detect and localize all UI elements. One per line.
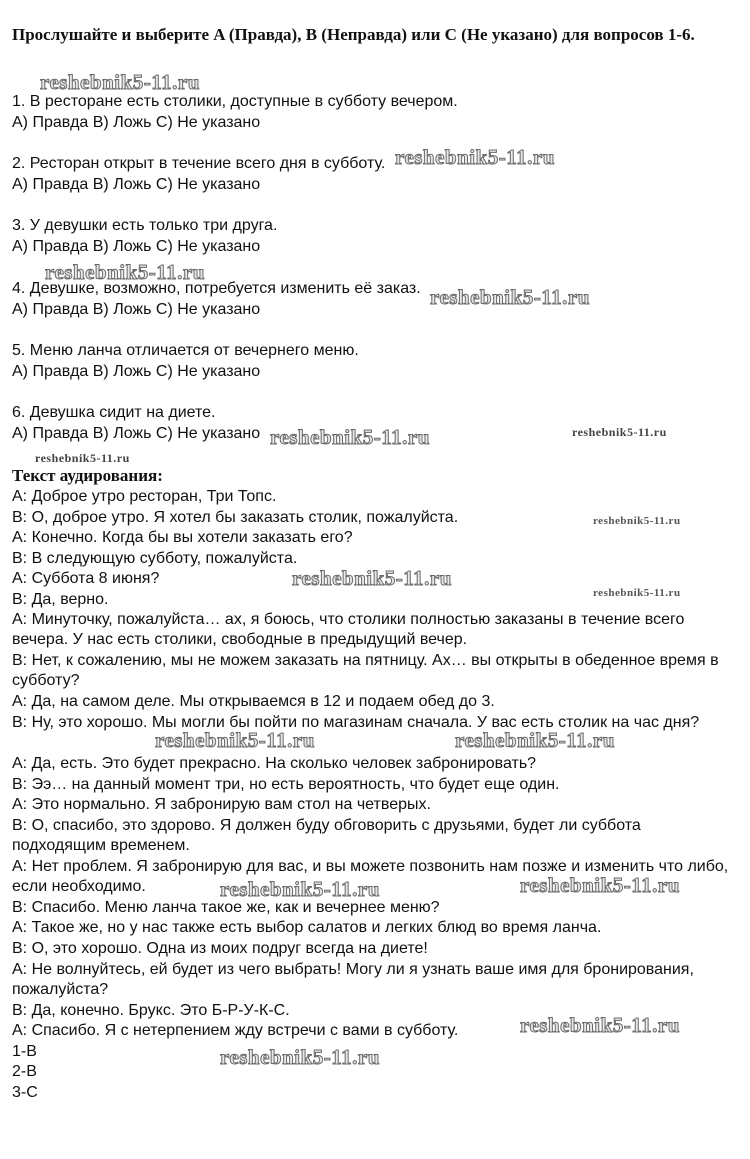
question-1: 1. В ресторане есть столики, доступные в субботу вечером. (12, 93, 458, 110)
transcript-line: A: Нет проблем. Я забронирую для вас, и вы можете позвонить нам позже и изменить что либо, если необходимо. (12, 858, 729, 895)
transcript-line: A: Такое же, но у нас также есть выбор салатов и легких блюд во время ланча. (12, 919, 602, 936)
question-3-options: А) Правда В) Ложь С) Не указано (12, 238, 261, 255)
watermark: reshebnik5-11.ru (292, 566, 452, 590)
transcript-line: A: Спасибо. Я с нетерпением жду встречи с вами в субботу. (12, 1022, 459, 1039)
transcript-line: B: О, доброе утро. Я хотел бы заказать столик, пожалуйста. (12, 509, 459, 526)
transcript-line: A: Доброе утро ресторан, Три Топс. (12, 488, 277, 505)
transcript-line: B: О, это хорошо. Одна из моих подруг всегда на диете! (12, 940, 428, 957)
transcript-title: Текст аудирования: (12, 466, 163, 485)
watermark: reshebnik5-11.ru (270, 425, 430, 449)
transcript-line: B: Спасибо. Меню ланча такое же, как и вечернее меню? (12, 899, 440, 916)
watermark: reshebnik5-11.ru (593, 515, 681, 527)
transcript-line: A: Это нормально. Я забронирую вам стол на четверых. (12, 796, 431, 813)
question-5-options: А) Правда В) Ложь С) Не указано (12, 363, 261, 380)
question-5: 5. Меню ланча отличается от вечернего меню. (12, 342, 359, 359)
transcript-line: A: Суббота 8 июня? (12, 570, 160, 587)
transcript-line: B: О, спасибо, это здорово. Я должен буду обговорить с друзьями, будет ли суббота подходящим временем. (12, 817, 641, 854)
watermark: reshebnik5-11.ru (35, 451, 130, 465)
watermark: reshebnik5-11.ru (45, 260, 205, 284)
answer-1: 1-B (12, 1043, 37, 1060)
watermark: reshebnik5-11.ru (395, 145, 555, 169)
question-6: 6. Девушка сидит на диете. (12, 404, 216, 421)
watermark: reshebnik5-11.ru (220, 877, 380, 901)
question-4: 4. Девушке, возможно, потребуется изменить её заказ. (12, 280, 421, 297)
watermark: reshebnik5-11.ru (593, 587, 681, 599)
watermark: reshebnik5-11.ru (520, 873, 680, 897)
transcript-line: B: В следующую субботу, пожалуйста. (12, 550, 298, 567)
question-6-options: А) Правда В) Ложь С) Не указано (12, 425, 261, 442)
page-title: Прослушайте и выберите A (Правда), B (Неправда) или C (Не указано) для вопросов 1-6. (12, 25, 695, 44)
question-2: 2. Ресторан открыт в течение всего дня в субботу. (12, 155, 386, 172)
answer-3: 3-C (12, 1084, 38, 1101)
question-4-options: А) Правда В) Ложь С) Не указано (12, 301, 261, 318)
watermark: reshebnik5-11.ru (220, 1045, 380, 1069)
question-3: 3. У девушки есть только три друга. (12, 217, 278, 234)
transcript-line: B: Ээ… на данный момент три, но есть вероятность, что будет еще один. (12, 776, 560, 793)
transcript-line: A: Да, есть. Это будет прекрасно. На сколько человек забронировать? (12, 755, 537, 772)
transcript-line: A: Да, на самом деле. Мы открываемся в 12 и подаем обед до 3. (12, 693, 495, 710)
transcript-line: A: Конечно. Когда бы вы хотели заказать его? (12, 529, 353, 546)
question-2-options: А) Правда В) Ложь С) Не указано (12, 176, 261, 193)
transcript-line: B: Ну, это хорошо. Мы могли бы пойти по магазинам сначала. У вас есть столик на час дня? (12, 714, 700, 731)
transcript-line: B: Да, верно. (12, 591, 109, 608)
watermark: reshebnik5-11.ru (520, 1013, 680, 1037)
transcript-line: B: Да, конечно. Брукс. Это Б-Р-У-К-С. (12, 1002, 290, 1019)
watermark: reshebnik5-11.ru (455, 728, 615, 752)
watermark: reshebnik5-11.ru (572, 425, 667, 439)
watermark: reshebnik5-11.ru (155, 728, 315, 752)
transcript-line: B: Нет, к сожалению, мы не можем заказать на пятницу. Ах… вы открыты в обеденное время в субботу? (12, 652, 719, 689)
transcript-line: A: Не волнуйтесь, ей будет из чего выбрать! Могу ли я узнать ваше имя для бронирования, пожалуйста? (12, 961, 694, 998)
watermark: reshebnik5-11.ru (430, 285, 590, 309)
answer-2: 2-B (12, 1063, 37, 1080)
transcript-line: A: Минуточку, пожалуйста… ах, я боюсь, что столики полностью заказаны в течение всего вечера. У нас есть столики, свободные в предыдущий вечер. (12, 611, 685, 648)
watermark: reshebnik5-11.ru (40, 70, 200, 94)
question-1-options: А) Правда В) Ложь С) Не указано (12, 114, 261, 131)
